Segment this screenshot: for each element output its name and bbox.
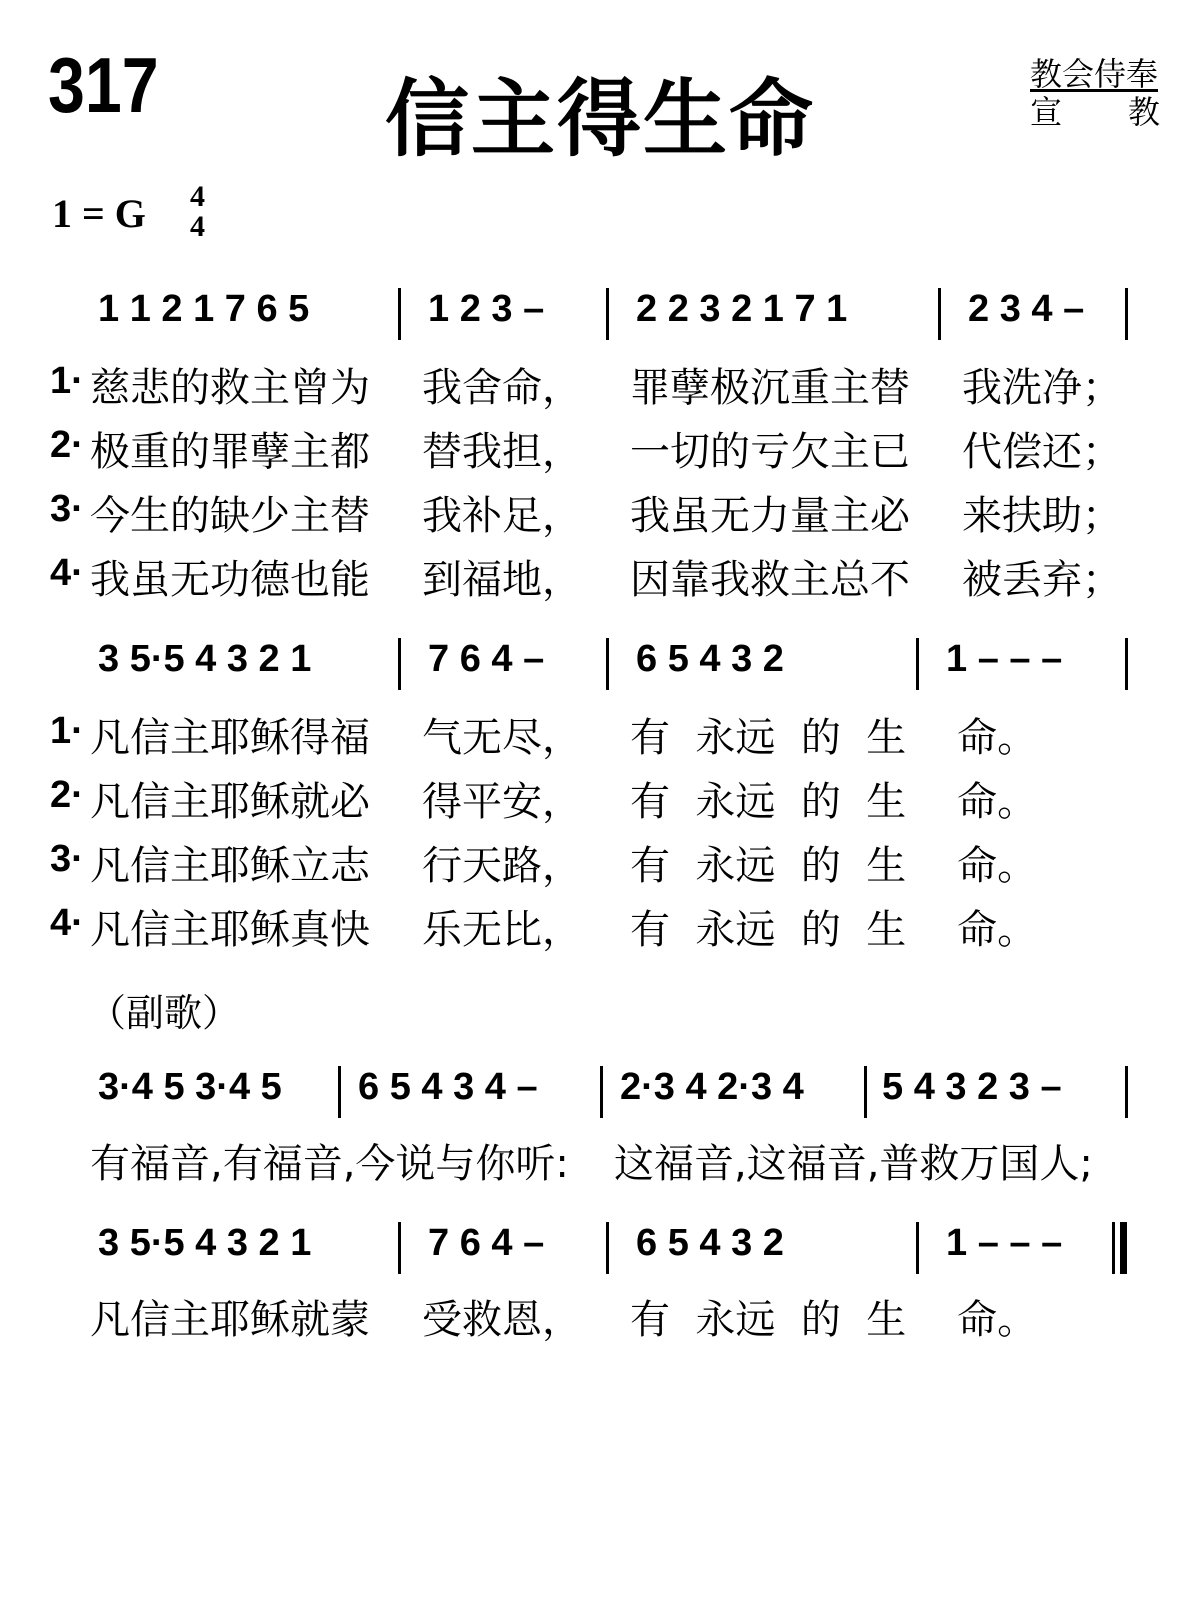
lyric: 极重的罪孽主都: [90, 429, 370, 475]
lyric: 我补足，: [422, 493, 582, 539]
verse-number: 2·: [50, 774, 84, 816]
lyric: 乐无比，: [422, 907, 582, 953]
lyric: 凡信主耶稣就必: [90, 779, 370, 825]
lyric: 有 永远 的 生 命。: [630, 715, 1038, 761]
measure-1-4: 2 3 4 –: [968, 288, 1085, 330]
barline: [1125, 288, 1128, 340]
barline: [338, 1066, 341, 1118]
barline: [1125, 1066, 1128, 1118]
chorus-label: （副歌）: [88, 991, 241, 1035]
final-barline-thick: [1120, 1222, 1127, 1274]
barline: [606, 288, 609, 340]
credit-bottom: [1030, 93, 1160, 131]
lyric: 有 永远 的 生 命。: [630, 779, 1038, 825]
barline: [606, 638, 609, 690]
barline: [1125, 638, 1128, 690]
lyric: 有 永远 的 生 命。: [630, 907, 1038, 953]
key-signature: 1 = G: [52, 191, 146, 236]
lyric: 有福音,有福音,今说与你听:: [90, 1141, 569, 1187]
lyric: 因靠我救主总不: [630, 557, 910, 603]
credit-top: 教会侍奉: [1030, 55, 1159, 93]
measure-4-3: 6 5 4 3 2: [636, 1222, 784, 1264]
time-top: 4: [190, 180, 205, 213]
barline: [398, 1222, 401, 1274]
time-signature: [190, 182, 205, 242]
staff-2: [0, 638, 1200, 698]
lyric: 这福音,这福音,普救万国人;: [614, 1141, 1093, 1187]
barline: [916, 1222, 919, 1274]
barline: [398, 288, 401, 340]
measure-1-2: 1 2 3 –: [428, 288, 545, 330]
measure-3-3: 2·3 4 2·3 4: [620, 1066, 804, 1108]
lyric: 行天路，: [422, 843, 582, 889]
credit-bottom-2: 教: [1127, 93, 1160, 131]
time-bottom: 4: [190, 210, 205, 243]
final-barline-thin: [1112, 1222, 1115, 1274]
barline: [916, 638, 919, 690]
measure-3-4: 5 4 3 2 3 –: [882, 1066, 1062, 1108]
lyric: 我舍命，: [422, 365, 582, 411]
measure-2-2: 7 6 4 –: [428, 638, 545, 680]
measure-2-4: 1 – – –: [946, 638, 1063, 680]
measure-1-3: 2 2 3 2 1 7 1: [636, 288, 848, 330]
lyric: 慈悲的救主曾为: [90, 365, 370, 411]
lyric: 代偿还；: [962, 429, 1122, 475]
measure-1-1: 1 1 2 1 7 6 5: [98, 288, 310, 330]
lyric: 被丢弃；: [962, 557, 1122, 603]
staff-3: [0, 1066, 1200, 1126]
lyric: 替我担，: [422, 429, 582, 475]
credits: [1030, 55, 1160, 131]
staff-4: [0, 1222, 1200, 1282]
verse-number: 4·: [50, 902, 84, 944]
measure-4-4: 1 – – –: [946, 1222, 1063, 1264]
lyric: 今生的缺少主替: [90, 493, 370, 539]
barline: [398, 638, 401, 690]
verse-number: 4·: [50, 552, 84, 594]
barline: [864, 1066, 867, 1118]
lyric: 到福地，: [422, 557, 582, 603]
hymn-title: 信主得生命: [384, 70, 815, 168]
verse-number: 3·: [50, 838, 84, 880]
lyric: 凡信主耶稣得福: [90, 715, 370, 761]
lyric: 凡信主耶稣真快: [90, 907, 370, 953]
lyric: 凡信主耶稣就蒙: [90, 1297, 370, 1343]
lyric: 罪孽极沉重主替: [630, 365, 910, 411]
measure-3-1: 3·4 5 3·4 5: [98, 1066, 282, 1108]
verse-number: 3·: [50, 488, 84, 530]
lyric: 我虽无力量主必: [630, 493, 910, 539]
measure-4-2: 7 6 4 –: [428, 1222, 545, 1264]
lyric: 气无尽，: [422, 715, 582, 761]
measure-2-1: 3 5·5 4 3 2 1: [98, 638, 312, 680]
verse-number: 1·: [50, 360, 84, 402]
measure-3-2: 6 5 4 3 4 –: [358, 1066, 538, 1108]
lyric: 得平安，: [422, 779, 582, 825]
verse-number: 2·: [50, 424, 84, 466]
barline: [606, 1222, 609, 1274]
measure-2-3: 6 5 4 3 2: [636, 638, 784, 680]
lyric: 凡信主耶稣立志: [90, 843, 370, 889]
lyric: 来扶助；: [962, 493, 1122, 539]
barline: [600, 1066, 603, 1118]
hymn-number: 317: [48, 41, 159, 129]
lyric: 受救恩，: [422, 1297, 582, 1343]
staff-1: [0, 288, 1200, 348]
credit-bottom-1: 宣: [1030, 93, 1063, 131]
lyric: 有 永远 的 生 命。: [630, 1297, 1038, 1343]
lyric: 我洗净；: [962, 365, 1122, 411]
barline: [938, 288, 941, 340]
lyric: 我虽无功德也能: [90, 557, 370, 603]
lyric: 有 永远 的 生 命。: [630, 843, 1038, 889]
measure-4-1: 3 5·5 4 3 2 1: [98, 1222, 312, 1264]
lyric: 一切的亏欠主已: [630, 429, 910, 475]
verse-number: 1·: [50, 710, 84, 752]
